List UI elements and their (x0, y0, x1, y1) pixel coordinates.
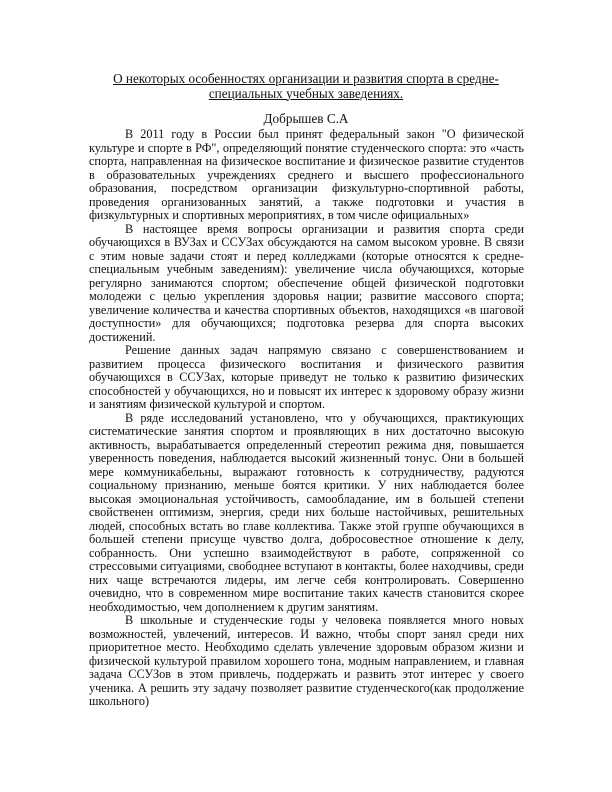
paragraph: В ряде исследований установлено, что у обучающихся, практикующих систематические занятия спортом и проявляющих в них достаточно высокую активность, вырабатывается определенный стереотип режима дня, повышается уверенность поведения, наблюдается высокий жизненный тонус. Они в большей мере коммуникабельны, выражают готовность к сотрудничеству, радуются социальному признанию, меньше боятся критики. У них наблюдается более высокая эмоциональная устойчивость, самообладание, им в большей степени свойственен оптимизм, энергия, среди них больше настойчивых, решительных людей, способных встать во главе коллектива. Также этой группе обучающихся в большей степени присуще чувство долга, добросовестное отношение к делу, собранность. Они успешно взаимодействуют в работе, сопряженной со стрессовыми ситуациями, свободнее вступают в контакты, более находчивы, среди них чаще встречаются лидеры, им легче себя контролировать. Совершенно очевидно, что в современном мире воспитание таких качеств становится скорее необходимостью, чем дополнением к другим занятиям. (89, 410, 524, 614)
document-title: О некоторых особенностях организации и развития спорта в средне-специальных учебных заведениях. (113, 71, 499, 101)
document-author: Добрышев С.А (263, 111, 349, 126)
paragraph: В настоящее время вопросы организации и развития спорта среди обучающихся в ВУЗах и ССУЗах обсуждаются на самом высоком уровне. В связи с этим новые задачи стоят и перед колледжами (которые относятся к средне-специальным учебным заведениям): увеличение числа обучающихся, которые регулярно занимаются спортом; обеспечение общей физической подготовки молодежи с целью укрепления здоровья нации; развитие массового спорта; увеличение количества и качества спортивных объектов, находящихся «в шаговой доступности» для обучающихся; подготовка резерва для спорта высоких достижений. (89, 221, 524, 344)
paragraph: В школьные и студенческие годы у человека появляется много новых возможностей, увлечений, интересов. И важно, чтобы спорт занял среди них приоритетное место. Необходимо сделать увлечение здоровым образом жизни и физической культурой правилом хорошего тона, модным направлением, и главная задача ССУЗов в этом привлечь, поддержать и развить этот интерес у своего ученика. А решить эту задачу позволяет развитие студенческого(как продолжение школьного) (89, 613, 524, 708)
paragraph: Решение данных задач напрямую связано с совершенствованием и развитием процесса физического воспитания и физического развития обучающихся в ССУЗах, которые приведут не только к развитию физических способностей у обучающихся, но и повысят их интерес к здоровому образу жизни и занятиям физической культурой и спортом. (89, 343, 524, 411)
document-body (89, 128, 524, 709)
paragraph: В 2011 году в России был принят федеральный закон "О физической культуре и спорте в РФ", определяющий понятие студенческого спорта: это «часть спорта, направленная на физическое воспитание и физическое развитие студентов в образовательных учреждениях среднего и высшего профессионального образования, посредством организации физкультурно-спортивной работы, проведения организованных занятий, а также подготовки и участия в физкультурных и спортивных мероприятиях, в том числе официальных» (89, 127, 524, 222)
